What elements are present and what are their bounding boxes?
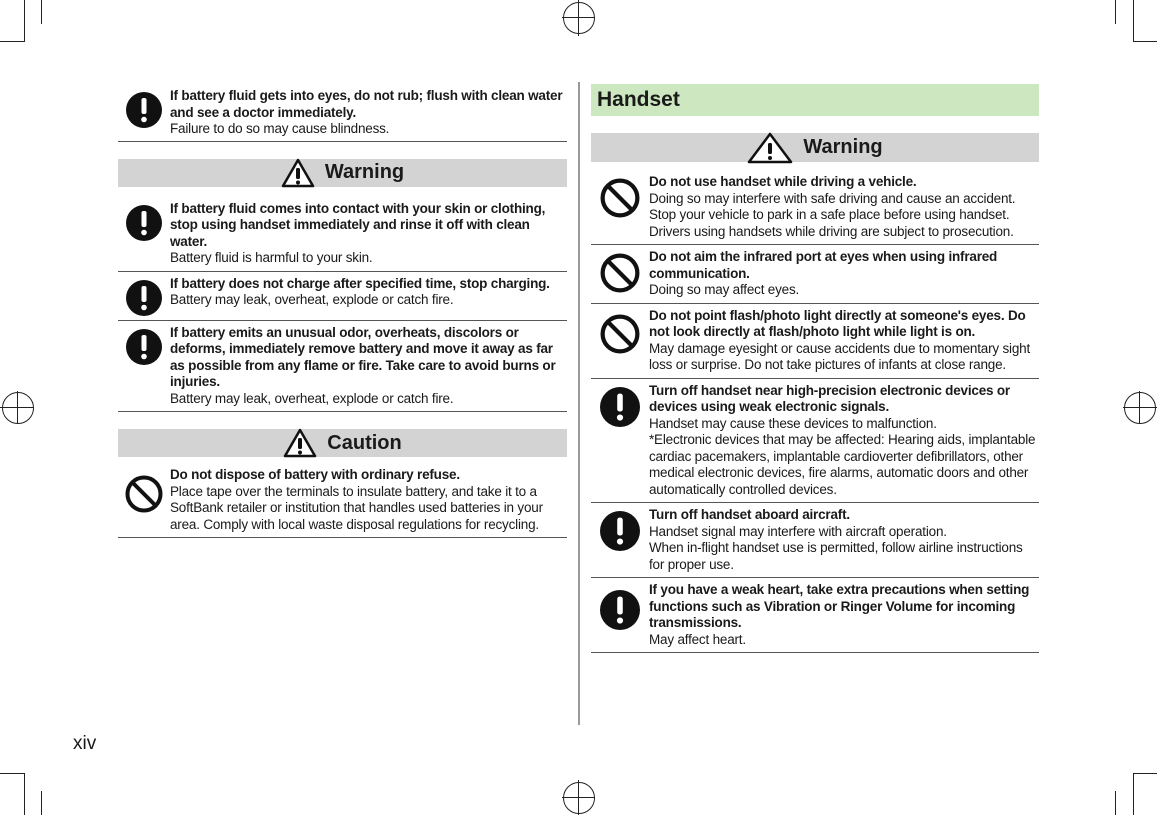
mandatory-icon <box>591 383 649 427</box>
list-item <box>118 321 567 413</box>
item-desc: Doing so may interfere with safe driving and cause an accident. Stop your vehicle to park in a safe place before using handset. Drivers using handsets while driving are subject to prosecution. <box>649 190 1016 239</box>
warning-banner <box>591 133 1039 162</box>
prohibited-icon <box>591 249 649 293</box>
list-item <box>591 245 1039 304</box>
mandatory-icon <box>118 88 170 128</box>
mandatory-icon <box>118 325 170 365</box>
section-title: Handset <box>591 84 1039 116</box>
list-item <box>591 162 1039 245</box>
item-desc: May damage eyesight or cause accidents due to momentary sight loss or surprise. Do not take pictures of infants at close range. <box>649 340 1031 372</box>
column-divider <box>578 82 580 725</box>
item-title: If battery fluid gets into eyes, do not rub; flush with clean water and see a doctor immediately. <box>170 88 563 120</box>
item-desc: May affect heart. <box>649 631 746 647</box>
warning-label: Warning <box>324 161 405 183</box>
list-item <box>118 84 567 142</box>
list-item <box>591 578 1039 653</box>
caution-label: Caution <box>327 431 402 454</box>
warning-banner <box>118 159 567 187</box>
mandatory-icon <box>118 276 170 316</box>
caution-icon <box>283 428 317 458</box>
item-title: If you have a weak heart, take extra precautions when setting functions such as Vibration or Ringer Volume for incoming transmissions. <box>649 582 1030 630</box>
item-title: Turn off handset aboard aircraft. <box>649 507 850 522</box>
list-item <box>118 457 567 538</box>
list-item <box>118 272 567 321</box>
item-title: If battery emits an unusual odor, overheats, discolors or deforms, immediately remove battery and move it away as far as possible from any flame or fire. Take care to avoid burns or injuries. <box>170 324 556 389</box>
item-title: Do not aim the infrared port at eyes when using infrared communication. <box>649 249 998 281</box>
item-desc: Doing so may affect eyes. <box>649 282 800 297</box>
mandatory-icon <box>591 507 649 551</box>
item-desc-note: *Electronic devices that may be affected: Hearing aids, implantable cardiac pacemakers, implantable cardioverter defibrillators, other medical electronic devices, fire alarms, automatic doors and other automatically controlled devices. <box>649 432 1036 497</box>
item-desc: Handset may cause these devices to malfunction. <box>649 415 937 431</box>
list-item <box>591 503 1039 578</box>
right-column <box>591 84 1039 653</box>
item-desc: Battery may leak, overheat, explode or catch fire. <box>170 390 454 406</box>
warning-icon <box>747 132 793 164</box>
item-desc-note: When in-flight handset use is permitted, follow airline instructions for proper use. <box>649 540 1023 572</box>
prohibited-icon <box>591 174 649 218</box>
item-title: Do not point flash/photo light directly at someone's eyes. Do not look directly at flash/photo light while light is on. <box>649 307 1026 339</box>
warning-icon <box>281 158 315 188</box>
mandatory-icon <box>591 582 649 630</box>
item-desc: Handset signal may interfere with aircraft operation. <box>649 523 947 539</box>
prohibited-icon <box>118 467 170 513</box>
item-desc: Battery may leak, overheat, explode or catch fire. <box>170 292 454 307</box>
item-title: Do not dispose of battery with ordinary refuse. <box>170 467 460 482</box>
list-item <box>591 304 1039 379</box>
item-title: Do not use handset while driving a vehicle. <box>649 174 917 189</box>
mandatory-icon <box>118 201 170 241</box>
warning-label: Warning <box>803 136 883 158</box>
item-desc: Place tape over the terminals to insulate battery, and take it to a SoftBank retailer or institution that handles used batteries in your area. Comply with local waste disposal regulations for recycling. <box>170 483 543 532</box>
prohibited-icon <box>591 308 649 354</box>
left-column <box>118 84 567 538</box>
list-item <box>591 379 1039 504</box>
page-number: xiv <box>73 733 97 754</box>
item-title: If battery does not charge after specified time, stop charging. <box>170 275 550 291</box>
list-item <box>118 187 567 272</box>
item-title: If battery fluid comes into contact with your skin or clothing, stop using handset immediately and rinse it off with clean water. <box>170 200 546 249</box>
item-title: Turn off handset near high-precision electronic devices or devices using weak electronic signals. <box>649 382 1010 414</box>
item-desc: Failure to do so may cause blindness. <box>170 121 390 136</box>
caution-banner <box>118 429 567 457</box>
item-desc: Battery fluid is harmful to your skin. <box>170 250 373 265</box>
